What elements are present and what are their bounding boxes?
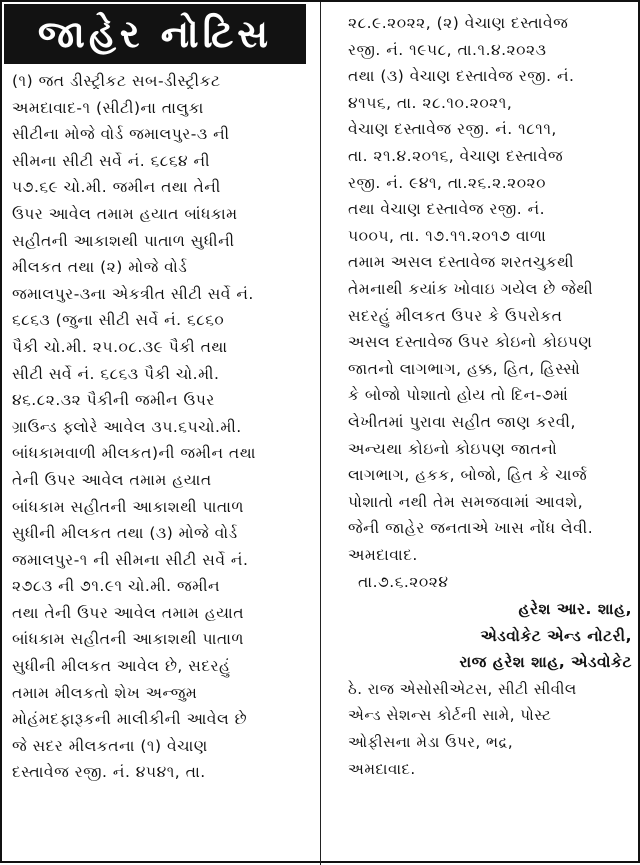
body-line: ૨૭૮૩ ની ૭૧.૯૧ ચો.મી. જમીન — [12, 577, 221, 596]
body-line: બાંધકામવાળી મીલકત)ની જમીન તથા — [12, 444, 256, 463]
body-line: સીટી સર્વે નં. ૬૮૬૩ પૈકી ચો.મી. — [12, 364, 220, 383]
body-line: જેની જાહેર જનતાએ ખાસ નોંધ લેવી. — [348, 519, 594, 538]
signatory-second: રાજ હરેશ શાહ, એડવોકેટ — [459, 653, 632, 672]
body-line: તેમનાથી કયાંક ખોવાઇ ગયેલ છે જેથી — [348, 279, 594, 298]
body-line: જમાલપુર-૧ ની સીમના સીટી સર્વે નં. — [12, 550, 249, 569]
body-line: લેખીતમાં પુરાવા સહીત જાણ કરવી, — [348, 412, 576, 431]
notice-date: તા.૭.૬.૨૦૨૪ — [358, 573, 449, 592]
body-line: જાતનો લાગભાગ, હક્ક, હિત, હિસ્સો — [348, 359, 581, 378]
body-line: ૫૦૦૫, તા. ૧૭.૧૧.૨૦૧૭ વાળા — [348, 226, 547, 245]
body-line: ૨૮.૯.૨૦૨૨, (૨) વેચાણ દસ્તાવેજ — [348, 14, 569, 32]
body-line: જે સદર મીલકતના (૧) વેચાણ — [12, 736, 208, 755]
body-line: વેચાણ દસ્તાવેજ રજી. નં. ૧૮૧૧, — [348, 120, 557, 139]
body-line: મીલકત તથા (૨) મોજે વોર્ડ — [12, 258, 188, 277]
body-line: ૫૭.૬૯ ચો.મી. જમીન તથા તેની — [12, 178, 221, 197]
body-line: સહીતની આકાશથી પાતાળ સુધીની — [12, 231, 235, 250]
notice-body-right — [348, 10, 632, 782]
body-line: ૬૮૬૩ (જુના સીટી સર્વે નં. ૬૮૬૦ — [12, 311, 225, 330]
body-line: (૧) જત ડીસ્ટ્રીકટ સબ-ડીસ્ટ્રીકટ — [12, 72, 221, 90]
column-divider — [320, 2, 321, 865]
body-line: ગ્રાઉન્ડ ફ્લોરે આવેલ ૩૫.૬૫ચો.મી. — [12, 417, 242, 436]
body-line: અમદાવાદ-૧ (સીટી)ના તાલુકા — [12, 98, 204, 117]
body-line: ઉપર આવેલ તમામ હયાત બાંધકામ — [12, 204, 238, 223]
body-line: સુધીની મીલકત આવેલ છે, સદરહું — [12, 657, 231, 676]
address-block — [348, 676, 632, 782]
body-line: તા. ૨૧.૪.૨૦૧૬, વેચાણ દસ્તાવેજ — [348, 146, 564, 165]
body-line: તથા (૩) વેચાણ દસ્તાવેજ રજી. નં. — [348, 67, 575, 86]
address-line: અમદાવાદ. — [348, 759, 416, 778]
notice-title: જાહેર નોટિસ — [4, 4, 306, 64]
body-line: સીટીના મોજે વોર્ડ જમાલપુર-૩ ની — [12, 125, 230, 144]
body-line: તથા તેની ઉપર આવેલ તમામ હયાત — [12, 603, 244, 622]
body-line: તથા વેચાણ દસ્તાવેજ રજી. નં. — [348, 200, 546, 219]
notice-body-left — [12, 68, 312, 786]
body-line: સીમના સીટી સર્વે નં. ૬૮૬૪ ની — [12, 151, 211, 170]
body-line: મોહંમદફારૂકની માલીકીની આવેલ છે — [12, 710, 248, 729]
body-line: બાંધકામ સહીતની આકાશથી પાતાળ — [12, 630, 245, 649]
body-line: રજી. નં. ૯૪૧, તા.૨૬.૨.૨૦૨૦ — [348, 173, 546, 192]
body-line: બાંધકામ સહીતની આકાશથી પાતાળ — [12, 497, 245, 516]
address-line: ઓફીસના મેડા ઉપર, ભદ્ર, — [348, 733, 514, 752]
body-line: તમામ મીલકતો શેખ અન્જુમ — [12, 683, 198, 702]
address-line: ઠે. રાજ એસોસીએટસ, સીટી સીવીલ — [348, 679, 577, 698]
body-line: રજી. નં. ૧૯૫૮, તા.૧.૪.૨૦૨૩ — [348, 40, 547, 59]
address-line: એન્ડ સેશન્સ કોર્ટની સામે, પોસ્ટ — [348, 706, 552, 725]
body-line: સદરહું મીલકત ઉપર કે ઉપરોકત — [348, 306, 563, 325]
signature-block — [348, 596, 632, 676]
body-line: ૪૧૫૬, તા. ૨૮.૧૦.૨૦૨૧, — [348, 93, 513, 112]
body-line: અમદાવાદ. — [348, 545, 418, 564]
body-line: જમાલપુર-૩ના એકત્રીત સીટી સર્વે નં. — [12, 284, 254, 303]
body-line: અસલ દસ્તાવેજ ઉપર કોઇનો કોઇપણ — [348, 333, 593, 352]
body-line: તેની ઉપર આવેલ તમામ હયાત — [12, 470, 212, 489]
signatory-name: હરેશ આર. શાહ, — [518, 600, 632, 619]
body-line: પૈકી ચો.મી. ૨૫.૦૮.૩૯ પૈકી તથા — [12, 337, 228, 356]
body-line: સુધીની મીલકત તથા (૩) મોજે વોર્ડ — [12, 524, 238, 543]
body-line: પોશાતો નથી તેમ સમજવામાં આવશે, — [348, 492, 584, 511]
body-line: ૪૬.૮૨.૩૨ પૈકીની જમીન ઉપર — [12, 391, 215, 410]
signatory-title: એડવોકેટ એન્ડ નોટરી, — [480, 626, 632, 645]
body-line: કે બોજો પોશાતો હોય તો દિન-૭માં — [348, 386, 569, 405]
body-line: અન્યથા કોઇનો કોઇપણ જાતનો — [348, 439, 558, 458]
body-line: તમામ અસલ દસ્તાવેજ શરતચુકથી — [348, 253, 575, 272]
body-line: લાગભાગ, હકક, બોજો, હિત કે ચાર્જ — [348, 466, 588, 485]
body-line: દસ્તાવેજ રજી. નં. ૪૫૪૧, તા. — [12, 763, 206, 782]
